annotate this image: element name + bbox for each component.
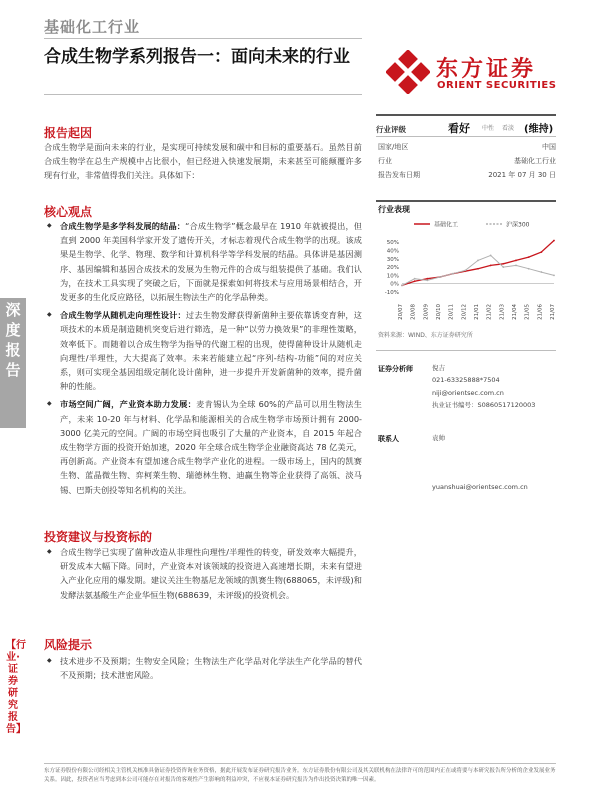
data-point: [464, 270, 466, 272]
rating-option: 中性: [482, 125, 495, 132]
data-point: [528, 268, 530, 270]
invest-bullets: [44, 545, 362, 606]
contact-name: 袁帅: [432, 434, 445, 442]
x-tick-label: 21/05: [524, 304, 531, 320]
y-tick-label: -10%: [384, 290, 399, 296]
analyst-email[interactable]: niji@orientsec.com.cn: [432, 388, 504, 397]
divider: [44, 94, 362, 95]
data-point: [426, 278, 428, 280]
bullet-lead: 合成生物学从随机走向理性设计：: [60, 310, 186, 321]
data-point: [414, 280, 416, 282]
data-point: [401, 284, 403, 286]
data-point: [553, 240, 555, 242]
analyst-license: 执业证书编号：S0860517120003: [432, 401, 536, 410]
bullet-lead: 合成生物学是多学科发展的结晶：: [60, 221, 186, 231]
data-point: [540, 251, 542, 253]
bullet-point: [44, 308, 362, 393]
contact-info: [432, 432, 528, 494]
data-point: [477, 260, 479, 262]
divider: [44, 38, 362, 39]
section-heading-core: 核心观点: [44, 205, 93, 219]
data-point: [426, 279, 428, 281]
data-point: [439, 276, 441, 278]
info-key: 行业: [378, 157, 392, 165]
x-tick-label: 20/10: [436, 304, 442, 320]
data-point: [414, 278, 416, 280]
divider: [376, 114, 556, 116]
disclaimer: 东方证券股份有限公司经相关主管机关核准具备证券投资咨询业务资格，据此开展发布证券研究报告业务。东方证券股份有限公司及其关联机构在法律许可的范围内正在或将要与本研究报告所分析的企业发展业务关系。因此，投资者应当考虑到本公司可能存在对报告的客观性产生影响的利益冲突，不应视本证券研究报告为作出投资决策的唯一因素。: [44, 768, 556, 783]
bullet-lead: 市场空间广阔，产业资本助力发展：: [60, 399, 197, 410]
divider: [376, 200, 556, 202]
bullet-text: 麦肯锡认为全球 60%的产品可以用生物法生产，未来 10-20 年与材料、化学品和能源相关的合成生物学市场预计拥有 2000-3000 亿美元的空间。广阔的市场空间也吸引了大量的产业资本，自 2015 年起合成生物学方面的投资开始加速，2020 年全球合成生物学企业融资高达 78 亿美元，再创新高。产业资本有望加速合成生物学产业化的进程。一级市场上，国内的凯赛生物、蓝晶微生物、弈柯莱生物、瑞德林生物、迪赢生物等企业获得了高瓴、淡马锡、巴斯夫创投等知名机构的关注。: [60, 399, 362, 495]
x-tick-label: 21/06: [537, 304, 544, 320]
y-tick-label: 20%: [386, 265, 399, 272]
series-line: [402, 241, 554, 286]
data-point: [515, 260, 517, 262]
info-key: 国家/地区: [378, 143, 409, 151]
data-point: [515, 265, 517, 267]
info-key: 报告发布日期: [378, 171, 420, 179]
y-tick-label: 40%: [386, 248, 399, 255]
y-tick-label: 30%: [386, 256, 399, 263]
legend-label: 沪深300: [506, 221, 530, 229]
data-point: [502, 263, 504, 265]
x-tick-label: 21/01: [474, 304, 480, 320]
info-value: 中国: [542, 143, 556, 151]
analyst-phone: 021-63325888*7504: [432, 376, 500, 385]
performance-heading: 行业表现: [378, 205, 410, 214]
bullet-text: 合成生物学已实现了菌种改造从非理性向理性/半理性的转变，研发效率大幅提升，研发成本大幅下降。同时，产业资本对该领域的投资进入高速增长期，未来有望进入产业化应用的爆发期。建议关注生物基尼龙领域的凯赛生物(688065，未评级)和发酵法氨基酸生产企业华恒生物(688639，未评级)的投资机会。: [60, 547, 362, 600]
analyst-info: [432, 362, 535, 412]
analyst-name: 倪吉: [432, 364, 445, 372]
data-point: [553, 274, 555, 276]
y-tick-label: 0%: [390, 281, 399, 288]
bullet-text: 技术进步不及预期；生物安全风险；生物法生产化学品对化学法生产化学品的替代不及预期；技术泄密风险。: [60, 656, 362, 681]
origin-text: 合成生物学是面向未来的行业，是实现可持续发展和碳中和目标的重要基石。虽然目前合成生物学在总生产规模中占比很小，但已经进入快速发展期，未来甚至可能颠覆许多现有行业，非常值得我们关注。具体如下：: [44, 142, 362, 181]
divider: [44, 763, 556, 764]
sidebar-label: 深度报告: [5, 301, 21, 379]
x-tick-label: 20/09: [423, 304, 430, 320]
report-title: 合成生物学系列报告一：面向未来的行业: [44, 47, 350, 67]
rating-value: 看好: [448, 122, 470, 135]
brand-logo-icon: [386, 50, 430, 94]
x-tick-label: 21/02: [486, 304, 493, 320]
x-tick-label: 20/12: [461, 304, 468, 320]
section-heading-invest: 投资建议与投资标的: [44, 530, 153, 544]
data-point: [540, 271, 542, 273]
brand-logo: [386, 46, 576, 106]
sidebar-report-type: 【行业·证券研究报告】: [6, 640, 26, 735]
bullet-text: 过去生物发酵获得新菌种主要依靠诱变育种，这项技术的本质是制造随机突变后进行筛选，是一种“以劳力换效果”的非理性策略，效率低下。而随着以合成生物学为指导的代谢工程的出现，使得菌种设计从随机走向理性/半理性，大大提高了效率。未来若能建立起“序列-结构-功能”间的对应关系，则可实现全基因组级定制化设计菌种，进一步提升开发新菌种的效率，提升菌种的性能。: [60, 310, 362, 392]
data-point: [490, 265, 492, 267]
risk-bullets: [44, 654, 362, 686]
x-tick-label: 21/07: [550, 304, 556, 320]
bullet-text: “合成生物学”概念最早在 1910 年就被提出，但直到 2000 年美国科学家开发了遗传开关，才标志着现代合成生物学的出现。该成果是生物学、化学、物理、数学和计算机科学等学科发展的结晶。具体讲是基因测序、基因编辑和基因合成技术的发展为生物元件的合成与组装提供了基础。我们认为，在技术工具实现了突破之后，下面就是探索如何将技术与应用场景相结合，开发更多的生化反应路径，以拓展生物法生产的化学品种类。: [60, 221, 362, 303]
contact-email[interactable]: yuanshuai@orientsec.com.cn: [432, 483, 528, 492]
data-point: [502, 266, 504, 268]
data-point: [528, 256, 530, 258]
rating-tag: (维持): [524, 124, 554, 135]
rating-option: 看淡: [502, 125, 515, 132]
contact-role: 联系人: [378, 435, 399, 443]
bullet-point: [44, 219, 362, 304]
x-tick-label: 21/03: [499, 304, 506, 320]
data-point: [452, 273, 454, 275]
legend-label: 基础化工: [434, 221, 459, 229]
divider: [376, 136, 556, 137]
analyst-role: 证券分析师: [378, 365, 413, 373]
bullet-point: [44, 545, 362, 602]
info-value: 2021 年 07 月 30 日: [488, 171, 556, 179]
divider: [376, 350, 556, 351]
core-bullets: [44, 219, 362, 501]
x-tick-label: 20/11: [448, 304, 455, 320]
data-point: [477, 268, 479, 270]
bullet-point: [44, 397, 362, 496]
y-tick-label: 10%: [386, 273, 399, 280]
brand-name-en: ORIENT SECURITIES: [437, 80, 557, 91]
x-tick-label: 21/04: [512, 304, 518, 320]
data-point: [490, 255, 492, 257]
x-tick-label: 20/08: [410, 304, 417, 320]
bullet-point: [44, 654, 362, 682]
brand-name-cn: 东方证券: [436, 57, 537, 82]
section-heading-risk: 风险提示: [44, 638, 93, 652]
sector-label: 基础化工行业: [44, 18, 141, 36]
x-tick-label: 20/07: [398, 304, 404, 320]
chart-source: 资料来源：WIND、东方证券研究所: [378, 332, 473, 339]
section-heading-origin: 报告起因: [44, 126, 93, 140]
industry-performance-chart: [376, 216, 560, 334]
rating-label: 行业评级: [376, 125, 406, 134]
y-tick-label: 50%: [386, 240, 399, 247]
info-value: 基础化工行业: [514, 157, 556, 165]
